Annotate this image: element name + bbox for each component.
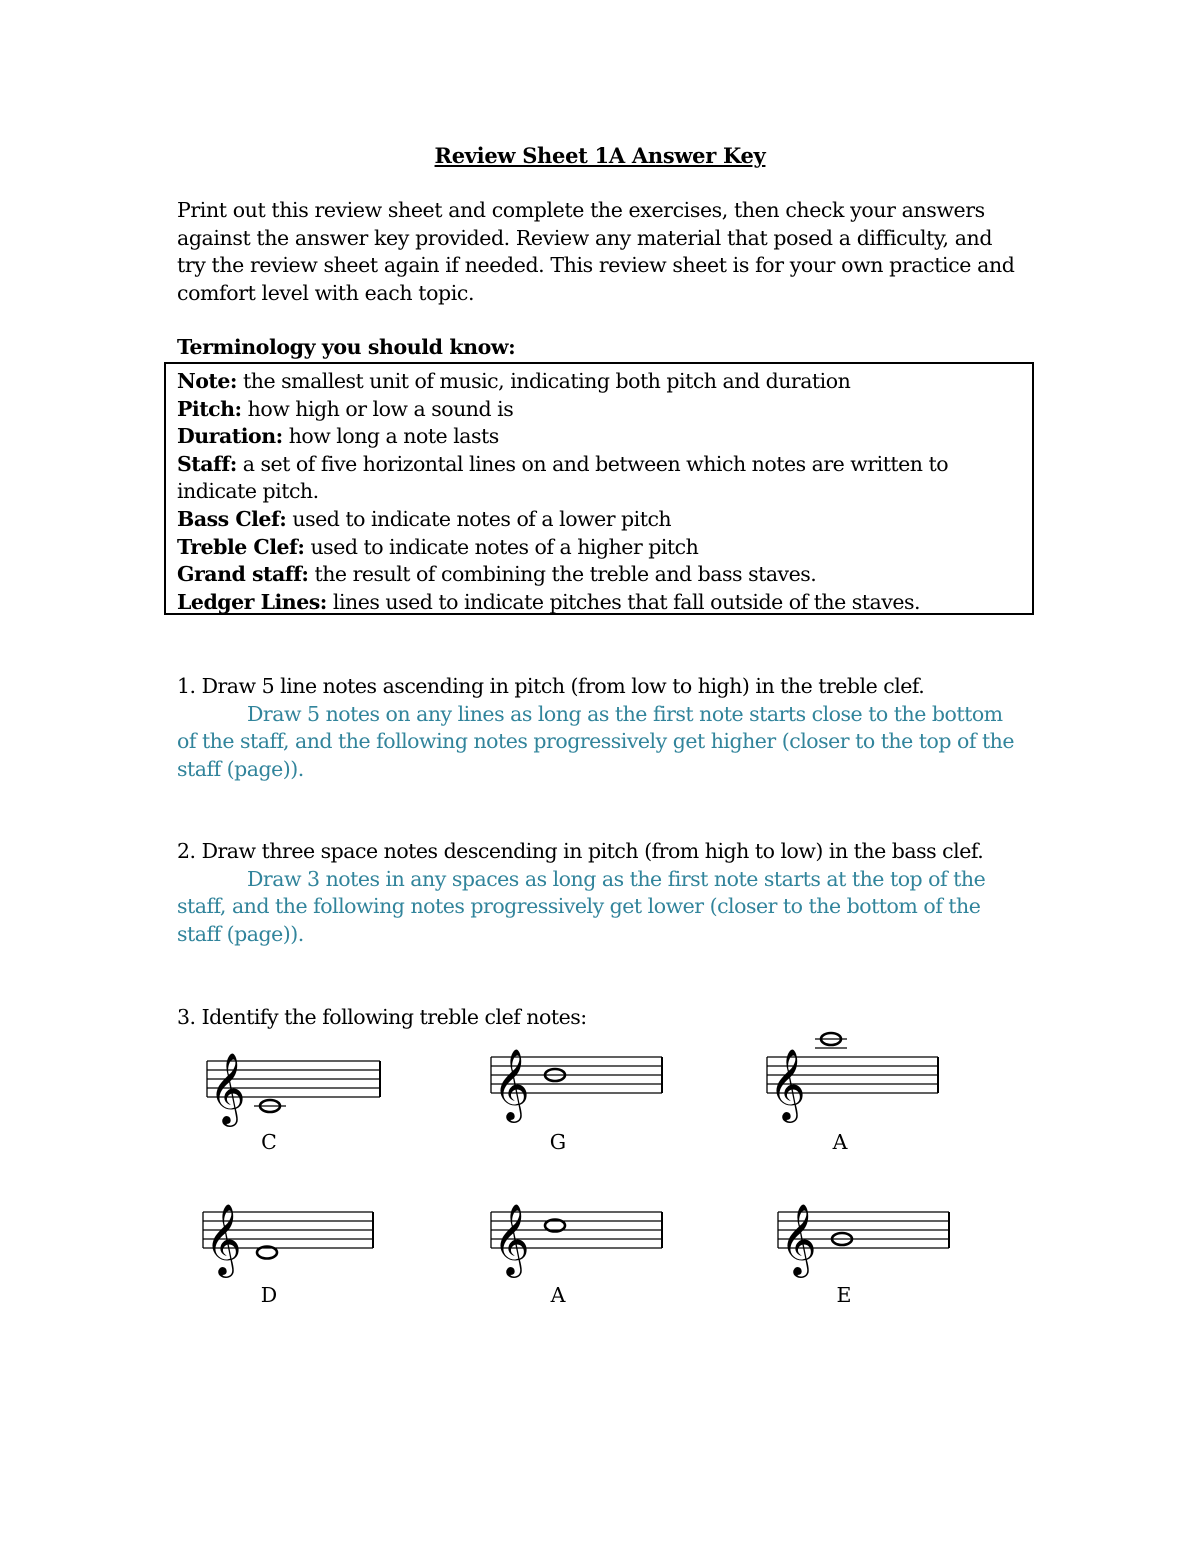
treble-clef-icon: 𝄞 <box>493 1202 530 1275</box>
answer-line-text: Draw 5 notes on any lines as long as the first note starts close to the bottom <box>247 701 1003 726</box>
term-definition: used to indicate notes of a higher pitch <box>304 534 699 559</box>
term-name: Staff: <box>177 451 237 476</box>
note-answer-label: E <box>836 1283 852 1307</box>
term-definition: indicate pitch. <box>177 479 319 504</box>
question-prompt: 2. Draw three space notes descending in pitch (from high to low) in the bass clef. <box>177 839 984 863</box>
note-answer-label: C <box>261 1130 277 1154</box>
terminology-heading: Terminology you should know: <box>177 335 516 359</box>
intro-line: try the review sheet again if needed. This review sheet is for your own practice and <box>177 253 1015 277</box>
term-definition: the result of combining the treble and bass staves. <box>308 562 817 587</box>
note-answer-label: G <box>549 1130 567 1154</box>
treble-staff <box>203 1202 373 1278</box>
note-answer-label: A <box>550 1283 566 1307</box>
treble-staff <box>491 1202 662 1278</box>
treble-staff <box>207 1051 380 1127</box>
term-name: Pitch: <box>177 396 242 421</box>
term-definition: how long a note lasts <box>282 424 499 449</box>
term-name: Bass Clef: <box>177 506 287 531</box>
treble-staff <box>778 1202 949 1278</box>
term-name: Treble Clef: <box>177 534 305 559</box>
term-definition: used to indicate notes of a lower pitch <box>286 506 672 531</box>
note-answer-label: D <box>260 1283 278 1307</box>
treble-clef-icon: 𝄞 <box>493 1047 530 1120</box>
treble-staff <box>767 1033 938 1123</box>
question-prompt: 3. Identify the following treble clef notes: <box>177 1005 587 1029</box>
treble-staff <box>491 1047 662 1123</box>
term-definition: how high or low a sound is <box>241 396 514 421</box>
answer-line: staff, and the following notes progressively get lower (closer to the bottom of the <box>177 894 981 918</box>
intro-line: comfort level with each topic. <box>177 280 475 305</box>
page-title: Review Sheet 1A Answer Key <box>434 143 766 168</box>
answer-line-text: Draw 3 notes in any spaces as long as the first note starts at the top of the <box>247 866 986 891</box>
answer-line: of the staff, and the following notes progressively get higher (closer to the top of the <box>177 729 1015 753</box>
term-name: Grand staff: <box>177 562 309 587</box>
term-name: Ledger Lines: <box>177 589 327 614</box>
note-answer-label: A <box>832 1130 848 1154</box>
term-name: Note: <box>177 369 237 393</box>
treble-clef-icon: 𝄞 <box>209 1051 246 1124</box>
answer-line: staff (page)). <box>177 921 304 946</box>
term-name: Duration: <box>177 424 283 449</box>
intro-line: against the answer key provided. Review any material that posed a difficulty, and <box>177 225 993 250</box>
term-definition: the smallest unit of music, indicating both pitch and duration <box>237 369 851 393</box>
answer-line: staff (page)). <box>177 756 304 781</box>
treble-clef-icon: 𝄞 <box>769 1047 806 1120</box>
treble-clef-icon: 𝄞 <box>780 1202 817 1275</box>
treble-clef-icon: 𝄞 <box>205 1202 242 1275</box>
question-prompt: 1. Draw 5 line notes ascending in pitch (from low to high) in the treble clef. <box>177 674 925 698</box>
term-definition: a set of five horizontal lines on and between which notes are written to <box>236 451 949 476</box>
term-definition: lines used to indicate pitches that fall outside of the staves. <box>326 589 921 614</box>
intro-line: Print out this review sheet and complete the exercises, then check your answers <box>177 198 985 222</box>
